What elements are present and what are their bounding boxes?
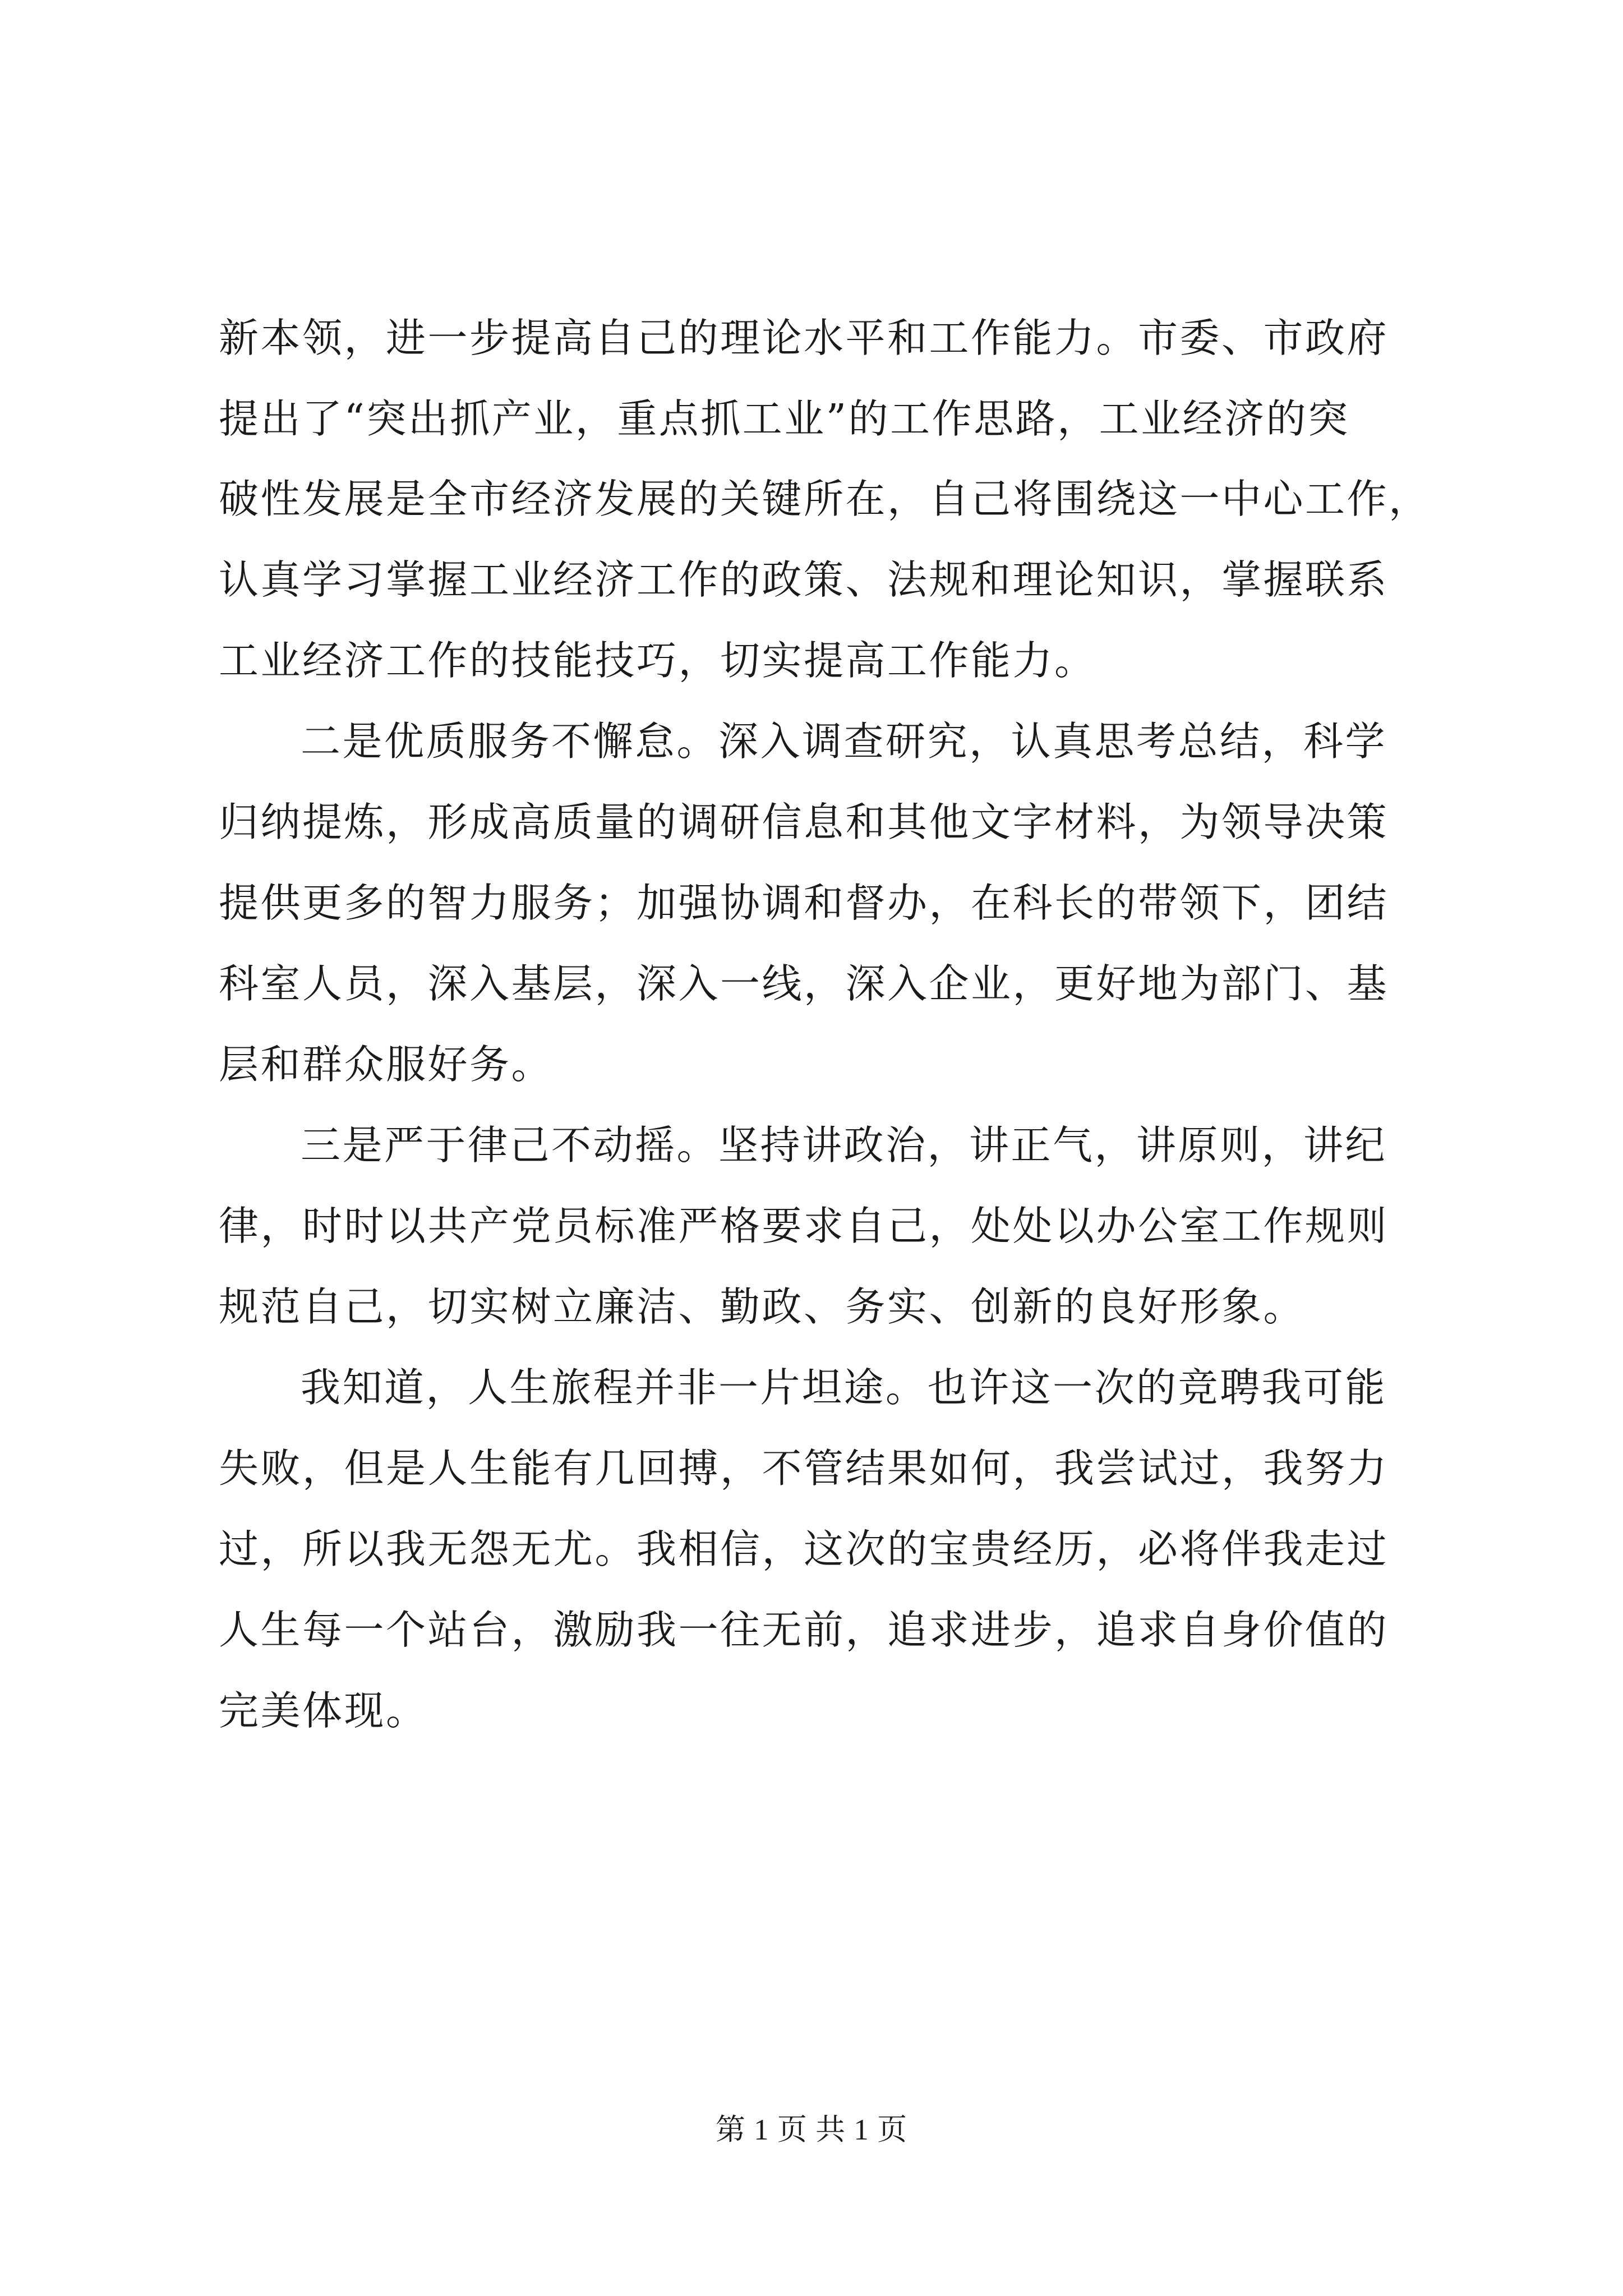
paragraph-4-line-4: 人生每一个站台，激励我一往无前，追求进步，追求自身价值的 xyxy=(219,1607,1389,1653)
paragraph-3-line-1: 三是严于律己不动摇。坚持讲政治，讲正气，讲原则，讲纪 xyxy=(301,1122,1387,1168)
paragraph-1-line-4: 认真学习掌握工业经济工作的政策、法规和理论知识，掌握联系 xyxy=(219,556,1389,603)
paragraph-2-line-3: 提供更多的智力服务；加强协调和督办，在科长的带领下，团结 xyxy=(219,880,1389,926)
paragraph-1-line-5: 工业经济工作的技能技巧，切实提高工作能力。 xyxy=(219,637,1096,684)
paragraph-2-line-1: 二是优质服务不懈怠。深入调查研究，认真思考总结，科学 xyxy=(301,718,1387,765)
paragraph-3-line-2: 律，时时以共产党员标准严格要求自己，处处以办公室工作规则 xyxy=(219,1203,1389,1249)
page-number-footer: 第 1 页 共 1 页 xyxy=(715,2114,908,2146)
paragraph-3-line-3: 规范自己，切实树立廉洁、勤政、务实、创新的良好形象。 xyxy=(219,1283,1306,1330)
paragraph-2-line-5: 层和群众服好务。 xyxy=(219,1041,554,1088)
paragraph-2-line-4: 科室人员，深入基层，深入一线，深入企业，更好地为部门、基 xyxy=(219,960,1389,1007)
paragraph-1-line-3: 破性发展是全市经济发展的关键所在，自己将围绕这一中心工作， xyxy=(219,476,1431,522)
paragraph-1-line-1: 新本领，进一步提高自己的理论水平和工作能力。市委、市政府 xyxy=(219,315,1389,361)
paragraph-4-line-1: 我知道，人生旅程并非一片坦途。也许这一次的竞聘我可能 xyxy=(301,1364,1387,1411)
paragraph-2-line-2: 归纳提炼，形成高质量的调研信息和其他文字材料，为领导决策 xyxy=(219,799,1389,845)
paragraph-4-line-3: 过，所以我无怨无尤。我相信，这次的宝贵经历，必将伴我走过 xyxy=(219,1526,1389,1572)
paragraph-4-line-5: 完美体现。 xyxy=(219,1687,428,1734)
paragraph-1-line-2: 提出了“突出抓产业，重点抓工业”的工作思路，工业经济的突 xyxy=(219,395,1350,442)
paragraph-4-line-2: 失败，但是人生能有几回搏，不管结果如何，我尝试过，我努力 xyxy=(219,1445,1389,1492)
